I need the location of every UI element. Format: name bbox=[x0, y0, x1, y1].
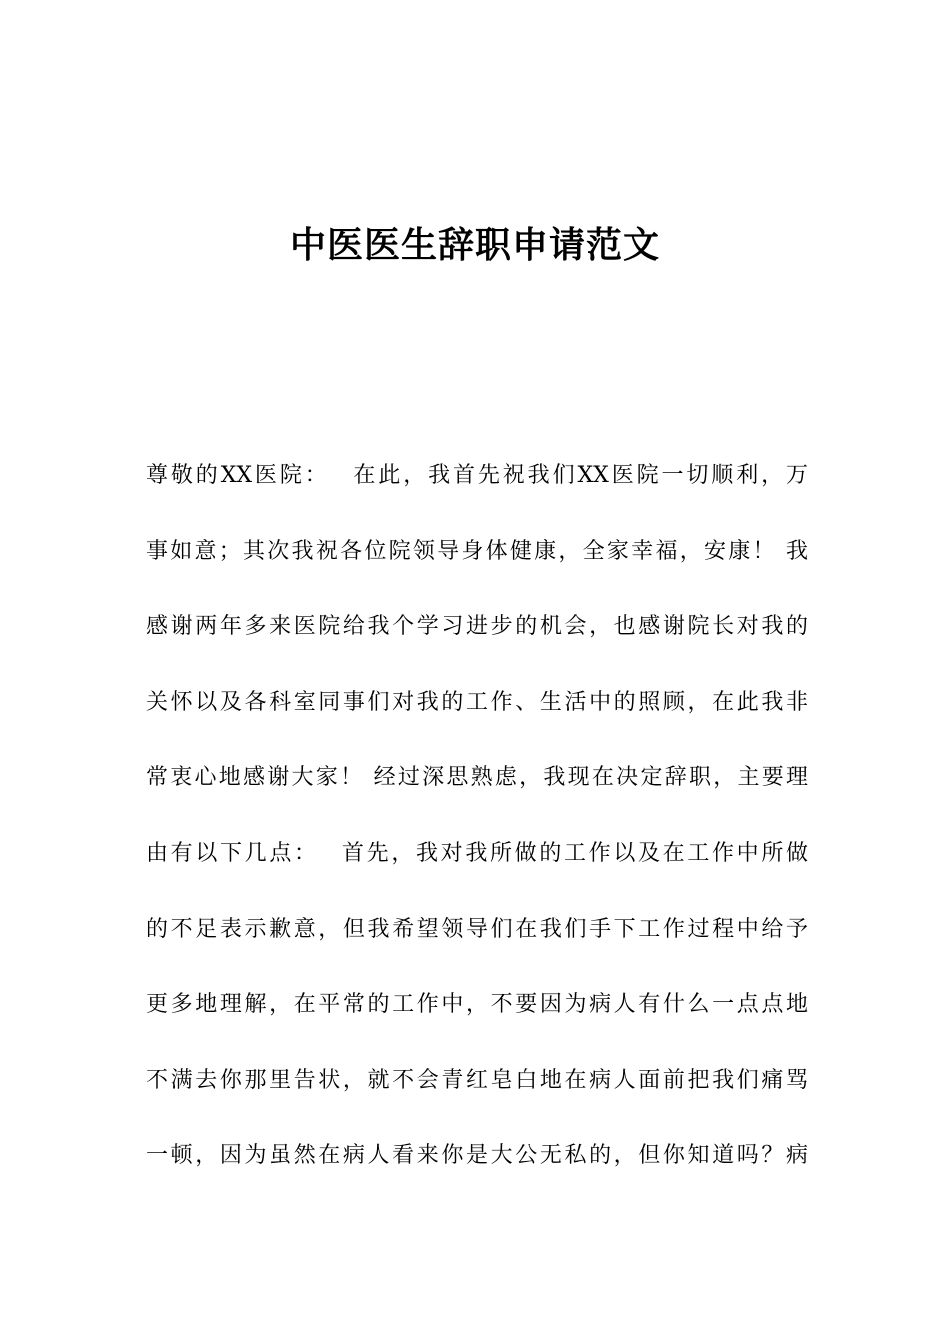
body-line: 事如意；其次我祝各位院领导身体健康，全家幸福，安康！ 我 bbox=[146, 538, 808, 564]
body-line: 不满去你那里告状，就不会青红皂白地在病人面前把我们痛骂 bbox=[146, 1067, 808, 1093]
body-line: 的不足表示歉意，但我希望领导们在我们手下工作过程中给予 bbox=[146, 916, 808, 942]
body-line: 一顿，因为虽然在病人看来你是大公无私的，但你知道吗？病 bbox=[146, 1143, 808, 1169]
document-body bbox=[146, 454, 808, 1210]
body-line: 关怀以及各科室同事们对我的工作、生活中的照顾，在此我非 bbox=[146, 689, 808, 715]
document-title: 中医医生辞职申请范文 bbox=[289, 225, 660, 266]
body-line: 常衷心地感谢大家！ 经过深思熟虑，我现在决定辞职，主要理 bbox=[146, 765, 808, 791]
body-line: 由有以下几点： 首先，我对我所做的工作以及在工作中所做 bbox=[146, 840, 808, 866]
body-line: 尊敬的XX医院： 在此，我首先祝我们XX医院一切顺利，万 bbox=[146, 463, 808, 488]
body-line: 感谢两年多来医院给我个学习进步的机会，也感谢院长对我的 bbox=[146, 614, 808, 640]
body-line: 更多地理解，在平常的工作中，不要因为病人有什么一点点地 bbox=[146, 992, 808, 1018]
